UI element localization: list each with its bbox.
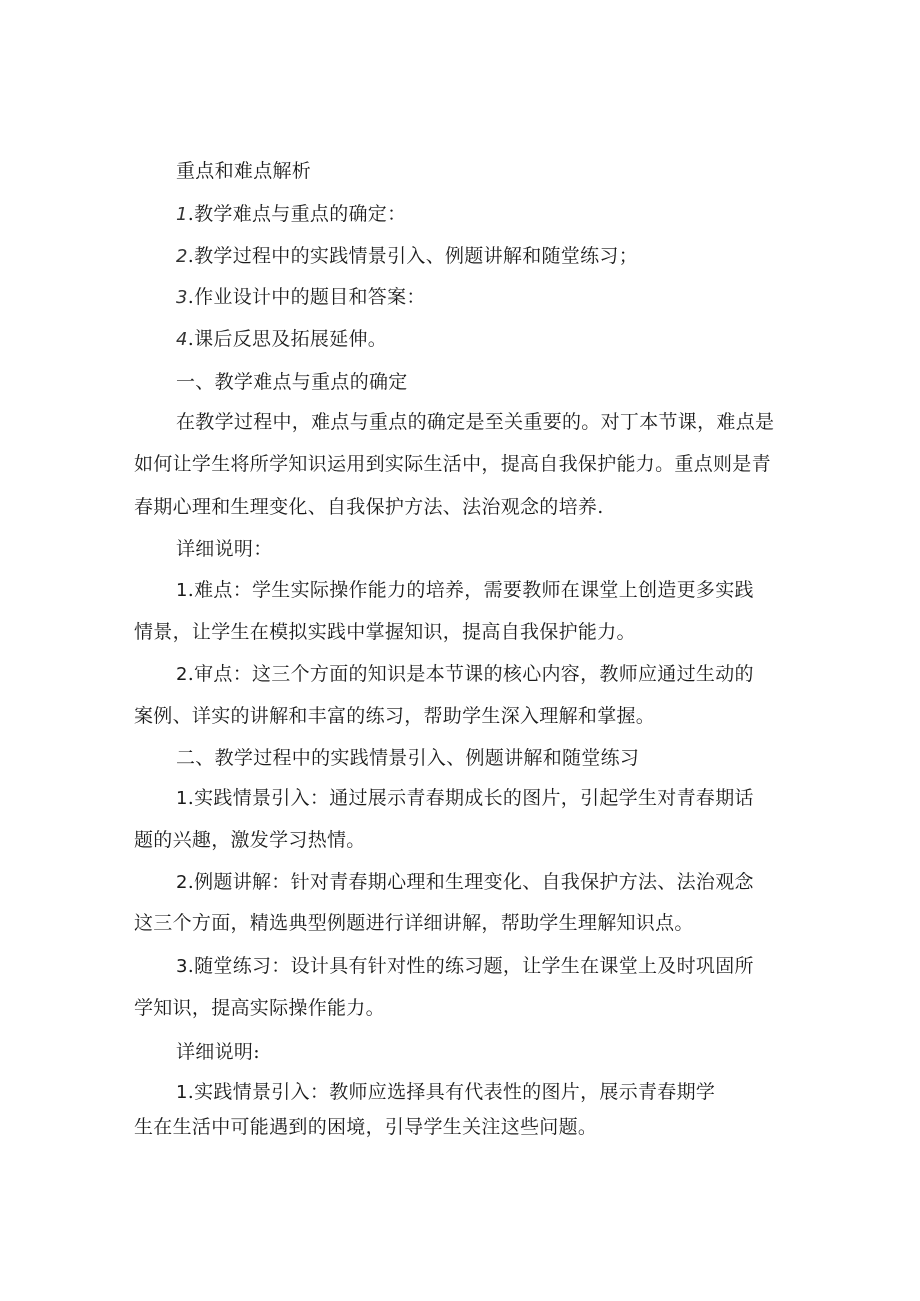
section1-detail-label: 详细说明： xyxy=(176,538,273,560)
section1-para-line-3: 春期心理和生理变化、自我保护方法、法治观念的培养. xyxy=(134,496,604,518)
outline-item-1: 1.教学难点与重点的确定： xyxy=(176,203,407,225)
section1-item-1-line-2: 情景，让学生在模拟实践中掌握知识，提高自我保护能力。 xyxy=(134,621,636,643)
section2-item-1-line-2: 题的兴趣，激发学习热情。 xyxy=(134,829,366,851)
section1-item-2-line-2: 案例、详实的讲解和丰富的练习，帮助学生深入理解和掌握。 xyxy=(134,705,656,727)
section2-detail-label: 详细说明: xyxy=(176,1041,260,1063)
section1-para-line-2: 如何让学生将所学知识运用到实际生活中，提高自我保护能力。重点则是青 xyxy=(134,453,771,475)
section1-para-line-1: 在教学过程中，难点与重点的确定是至关重要的。对丁本节课，难点是 xyxy=(176,411,775,433)
outline-item-3: 3.作业设计中的题目和答案： xyxy=(176,286,426,308)
section2-item-2-line-2: 这三个方面，精选典型例题进行详细讲解，帮助学生理解知识点。 xyxy=(134,912,694,934)
section2-detail-item-1-line-2: 生在生活中可能遇到的困境，引导学生关注这些问题。 xyxy=(134,1116,598,1138)
section2-item-3-line-1: 3.随堂练习：设计具有针对性的练习题，让学生在课堂上及时巩固所 xyxy=(176,955,754,977)
section2-item-3-line-2: 学知识，提高实际操作能力。 xyxy=(134,997,385,1019)
section2-item-2-line-1: 2.例题讲解：针对青春期心理和生理变化、自我保护方法、法治观念 xyxy=(176,871,754,893)
section1-item-1-line-1: 1.难点：学生实际操作能力的培养，需要教师在课堂上创造更多实践 xyxy=(176,579,754,601)
section2-detail-item-1-line-1: 1.实践情景引入：教师应选择具有代表性的图片，展示青春期学 xyxy=(176,1081,716,1103)
section2-title: 二、教学过程中的实践情景引入、例题讲解和随堂练习 xyxy=(176,747,640,769)
section2-item-1-line-1: 1.实践情景引入：通过展示青春期成长的图片，引起学生对青春期话 xyxy=(176,787,754,809)
outline-item-4: 4.课后反思及拓展延伸。 xyxy=(176,328,388,350)
doc-heading: 重点和难点解析 xyxy=(176,160,312,182)
section1-title: 一、教学难点与重点的确定 xyxy=(176,371,408,393)
section1-item-2-line-1: 2.审点：这三个方面的知识是本节课的核心内容，教师应通过生动的 xyxy=(176,663,754,685)
outline-item-2: 2.教学过程中的实践情景引入、例题讲解和随堂练习； xyxy=(176,245,639,267)
